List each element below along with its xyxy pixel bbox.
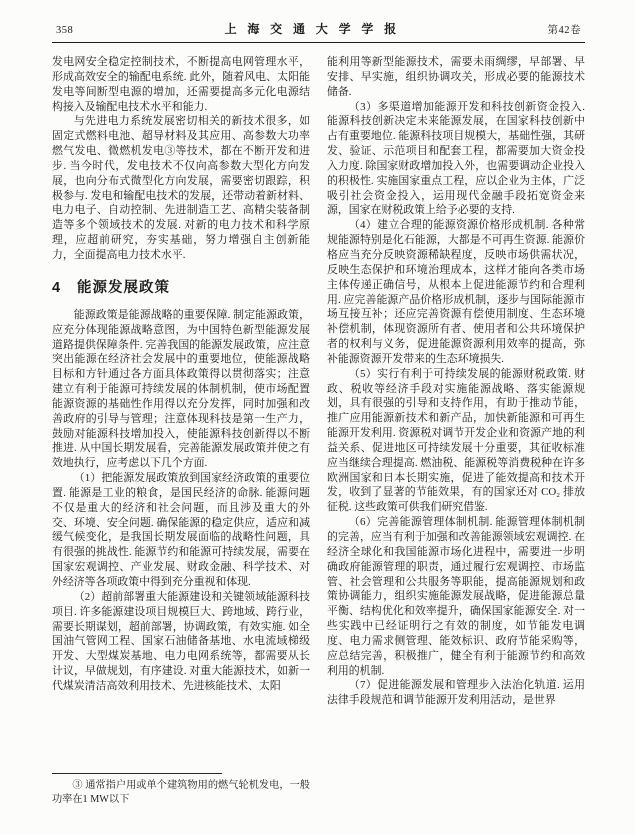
section-title: 能源发展政策 [77, 279, 171, 296]
paragraph-item3: （3）多渠道增加能源开发和科技创新资金投入. 能源科技创新决定未来能源发展，在国家科技创新中占有重要地位. 能源科技项目规模大，基础性强，其研发、验证、示范项目和配套工程，都需要加大资金投入力度. 除国家财政增加投入外，也需要调动企业投入的积极性. 实施国家重点工程，应以企业为主体，广泛吸引社会资金投入，运用现代金融手段拓宽资金来源，国家在财税政策上给予必要的支持. [327, 100, 585, 217]
two-column-body [52, 55, 585, 807]
left-column [52, 55, 310, 807]
paragraph-grid-continuation: 发电网安全稳定控制技术，不断提高电网管理水平，形成高效安全的输配电系统. 此外，随着风电、太阳能发电等间断型电源的增加，还需要提高多元化电源结构接入及输配电技术水平和能力. [52, 56, 310, 113]
section-heading [52, 276, 310, 297]
paragraph-new-power-tech: 与先进电力系统发展密切相关的新技术很多，如固定式燃料电池、超导材料及其应用、高参数大功率燃气发电、微燃机发电③等技术，都在不断开发和进步. 当今时代，发电技术不仅向高参数大型化方向发展，也向分布式微型化方向发展，需要密切跟踪，积极参与. 发电和输配电技术的发展，还带动着新材料、电力电子、自动控制、先进制造工艺、高精尖装备制造等多个领域技术的发展. 对新的电力技术和科学原理，应超前研究，夯实基础，努力增强自主创新能力，全面提高电力技术水平. [52, 115, 310, 261]
journal-title: 上海交通大学学报 [224, 22, 407, 36]
running-head [52, 20, 585, 42]
paragraph-item7-start: （7）促进能源发展和管理步入法治化轨道. 运用法律手段规范和调节能源开发利用活动，是世界 [327, 679, 585, 707]
paragraph-policy-intro: 能源政策是能源战略的重要保障. 制定能源政策，应充分体现能源战略意图，为中国特色新型能源发展道路提供保障条件. 完善我国的能源发展政策，应注意突出能源在经济社会发展中的重要地位，使能源战略目标和方针通过各方面具体政策得以贯彻落实；注意建立有利于能源可持续发展的体制机制，使市场配置能源资源的基础性作用得以充分发挥，同时加强和改善政府的引导与管理；注意体现科技是第一生产力，鼓励对能源科技增加投入，使能源科技创新得以不断推进. 从中国长期发展看，完善能源发展政策并使之有效地执行，应考虑以下几个方面. [52, 308, 310, 470]
volume-label: 第42卷 [547, 25, 581, 36]
footnote-block [52, 769, 310, 807]
paragraph-item4: （4）建立合理的能源资源价格形成机制. 各种常规能源特别是化石能源，大都是不可再生资源. 能源价格应当充分反映资源稀缺程度，反映市场供需状况，反映生态保护和环境治理成本，这样才能向各类市场主体传递正确信号，从根本上促进能源节约和合理利用. 应完善能源产品价格形成机制，逐步与国际能源市场互接互补；还应完善资源有偿使用制度、生态环境补偿机制，体现资源所有者、使用者和公共环境保护者的权利与义务，促进能源资源利用效率的提高，弥补能源资源开发带来的生态环境损失. [327, 219, 585, 365]
section-number: 4 [52, 279, 62, 296]
page-number: 358 [56, 25, 74, 36]
paragraph-item1: （1）把能源发展政策放到国家经济政策的重要位置. 能源是工业的粮食，是国民经济的命脉. 能源问题不仅是重大的经济和社会问题，而且涉及重大的外交、环境、安全问题. 确保能源的稳定供应，适应和减缓气候变化，是我国长期发展面临的战略性问题，具有很强的挑战性. 能源节约和能源可持续发展，需要在国家宏观调控、产业发展、财政金融、科学技术、对外经济等各项政策中得到充分重视和体现. [52, 472, 310, 588]
right-column [327, 55, 585, 807]
paragraph-item5: （5）实行有利于可持续发展的能源财税政策. 财政、税收等经济手段对实施能源战略、落实能源规划，具有很强的引导和支持作用，有助于推动节能，推广应用能源新技术和新产品，加快新能源和可再生能源开发利用. 资源税对调节开发企业和资源产地的利益关系、促进地区可持续发展十分重要，其征收标准应当继续合理提高. 燃油税、能源税等消费税种在许多欧洲国家和日本长期实施，促进了能效提高和技术开发，收到了显著的节能效果，有的国家还对 CO₂ 排放征税. 这些政策可供我们研究借鉴. [327, 367, 585, 514]
paragraph-item6: （6）完善能源管理体制机制. 能源管理体制机制的完善，应当有利于加强和改善能源领域宏观调控. 在经济全球化和我国能源市场化进程中，需要进一步明确政府能源管理的职责，通过履行宏观调控、市场监管、社会管理和公共服务等职能，提高能源规划和政策协调能力，组织实施能源发展战略，促进能源总量平衡、结构优化和效率提升，确保国家能源安全. 对一些实践中已经证明行之有效的制度，如节能发电调度、电力需求侧管理、能效标识、政府节能采购等，应总结完善，积极推广，健全有利于能源节约和高效利用的机制. [327, 516, 585, 677]
footnote-divider [52, 773, 222, 774]
paragraph-item2-start: （2）超前部署重大能源建设和关键领域能源科技项目. 许多能源建设项目规模巨大、跨地域、跨行业，需要长期谋划，超前部署，协调政策，有效实施. 如全国油气管网工程、国家石油储备基地、水电流域梯级开发、大型煤炭基地、电力电网系统等，都需要从长计议，早做规划，有序建设. 对重大能源技术，如新一代煤炭清洁高效利用技术、先进核能技术、太阳 [52, 590, 310, 692]
header-rule [52, 42, 585, 43]
footnote-text: ③ 通常指户用或单个建筑物用的燃气轮机发电，一般功率在1 MW以下 [52, 780, 310, 806]
paragraph-item2-continuation: 能利用等新型能源技术，需要未雨绸缪，早部署、早安排、早实施，组织协调攻关，形成必要的能源技术储备. [327, 56, 585, 98]
